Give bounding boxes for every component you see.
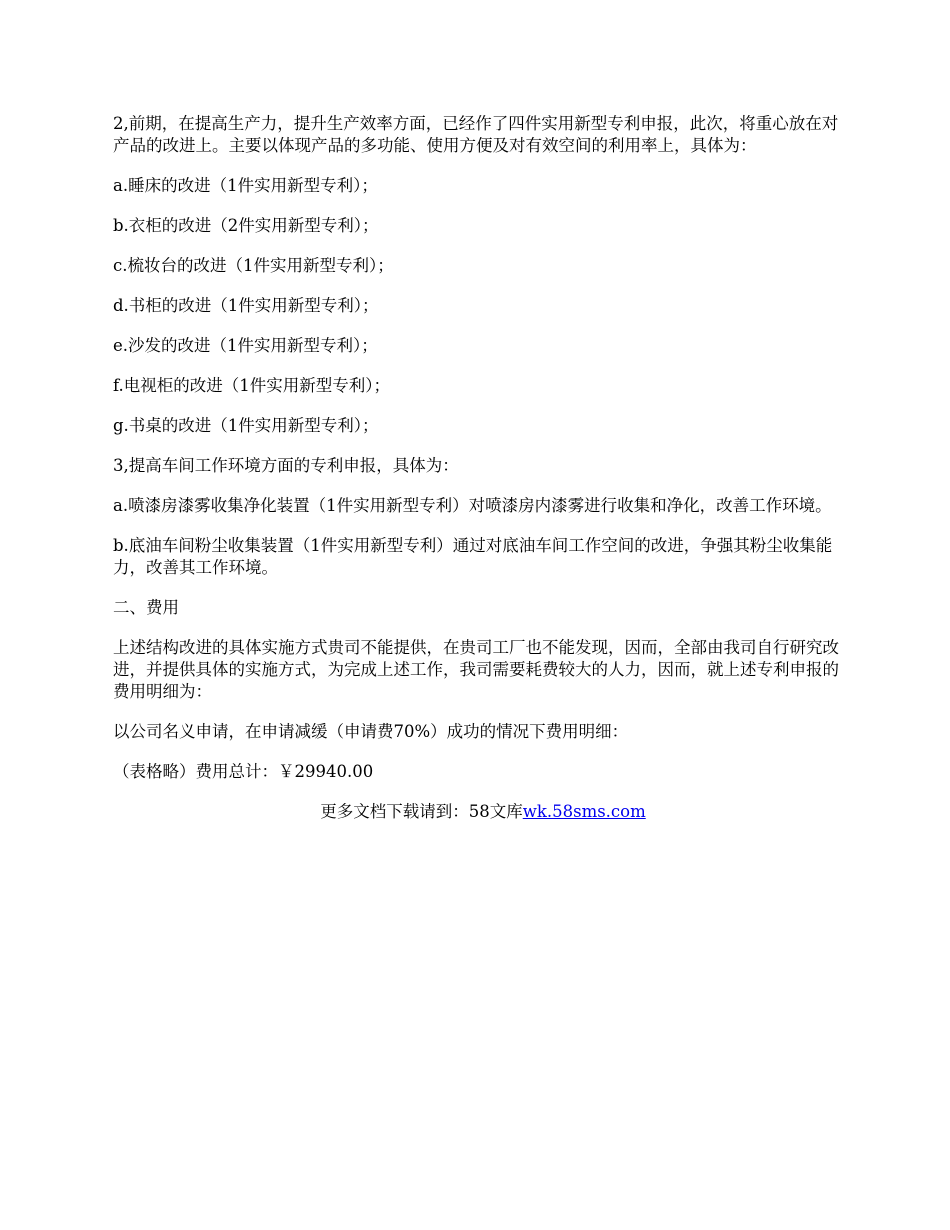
list-item-dresser: c.梳妆台的改进（1件实用新型专利）； — [113, 256, 394, 275]
list-item-bookcase: d.书柜的改进（1件实用新型专利）； — [113, 296, 379, 315]
list-item-desk: g.书桌的改进（1件实用新型专利）； — [113, 416, 379, 435]
list-item-dust-collection: b.底油车间粉尘收集装置（1件实用新型专利）通过对底油车间工作空间的改进，争强其粉尘收集能力，改善其工作环境。 — [113, 536, 833, 577]
download-footer — [113, 801, 853, 823]
list-item-paint-mist: a.喷漆房漆雾收集净化装置（1件实用新型专利）对喷漆房内漆雾进行收集和净化，改善工作环境。 — [113, 496, 832, 515]
list-item-tv-cabinet: f.电视柜的改进（1件实用新型专利）； — [113, 376, 391, 395]
paragraph-fees-total: （表格略）费用总计：￥29940.00 — [113, 762, 374, 781]
footer-prefix: 更多文档下载请到：58文库 — [320, 802, 523, 821]
list-item-wardrobe: b.衣柜的改进（2件实用新型专利）； — [113, 216, 379, 235]
section-heading-fees: 二、费用 — [113, 598, 179, 617]
document-page — [113, 113, 853, 823]
footer-link[interactable]: wk.58sms.com — [522, 802, 646, 821]
list-item-bed: a.睡床的改进（1件实用新型专利）； — [113, 176, 378, 195]
list-item-sofa: e.沙发的改进（1件实用新型专利）； — [113, 336, 378, 355]
paragraph-fees-condition: 以公司名义申请，在申请减缓（申请费70%）成功的情况下费用明细： — [113, 722, 629, 741]
paragraph-workshop-intro: 3,提高车间工作环境方面的专利申报，具体为： — [113, 456, 459, 475]
paragraph-patents-intro: 2,前期，在提高生产力，提升生产效率方面，已经作了四件实用新型专利申报，此次，将重心放在对产品的改进上。主要以体现产品的多功能、使用方便及对有效空间的利用率上，具体为： — [113, 114, 839, 155]
paragraph-fees-explanation: 上述结构改进的具体实施方式贵司不能提供，在贵司工厂也不能发现，因而，全部由我司自行研究改进，并提供具体的实施方式，为完成上述工作，我司需要耗费较大的人力，因而，就上述专利申报的费用明细为： — [113, 638, 839, 701]
